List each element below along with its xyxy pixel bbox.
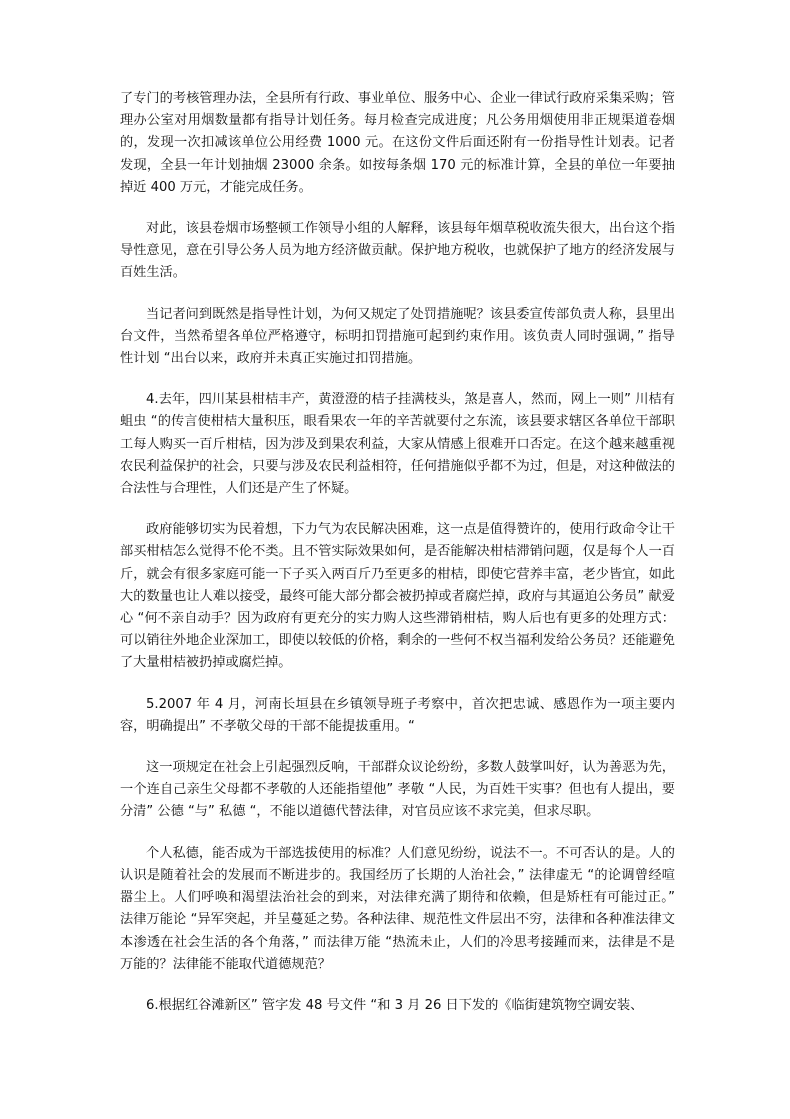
paragraph-6: 5.2007 年 4 月，河南长垣县在乡镇领导班子考察中，首次把忠诚、感恩作为一项主要内容，明确提出” 不孝敬父母的干部不能提拔重用。“ — [120, 696, 675, 734]
paragraph-4: 4.去年，四川某县柑桔丰产，黄澄澄的桔子挂满枝头，煞是喜人，然而，网上一则” 川桔有蛆虫 “的传言使柑桔大量积压，眼看果农一年的辛苦就要付之东流，该县要求辖区各单位干部职工每人购买一百斤柑桔，因为涉及到果农利益，大家从情感上很难开口否定。在这个越来越重视农民利益保护的社会，只要与涉及农民利益相符，任何措施似乎都不为过，但是，对这种做法的合法性与合理性，人们还是产生了怀疑。 — [120, 392, 675, 497]
paragraph-9: 6.根据红谷滩新区” 管字发 48 号文件 “和 3 月 26 日下发的《临街建筑物空调安装、 — [146, 997, 644, 1013]
paragraph-2: 对此，该县卷烟市场整顿工作领导小组的人解释，该县每年烟草税收流失很大，出台这个指导性意见，意在引导公务人员为地方经济做贡献。保护地方税收，也就保护了地方的经济发展与百姓生活。 — [120, 221, 675, 281]
paragraph-7: 这一项规定在社会上引起强烈反响，干部群众议论纷纷，多数人鼓掌叫好，认为善恶为先，一个连自己亲生父母都不孝敬的人还能指望他” 孝敬 “人民，为百姓干实事？但也有人提出，要分清” 公德 “与” 私德 “，不能以道德代替法律，对官员应该不求完美，但求尽职。 — [120, 760, 675, 820]
paragraph-8: 个人私德，能否成为干部选拔使用的标准？人们意见纷纷，说法不一。不可否认的是。人的认识是随着社会的发展而不断进步的。我国经历了长期的人治社会，” 法律虚无 “的论调曾经喧嚣尘上。人们呼唤和渴望法治社会的到来，对法律充满了期待和依赖，但是矫枉有可能过正。” 法律万能论 “异军突起，并呈蔓延之势。各种法律、规范性文件层出不穷，法律和各种准法律文本渗透在社会生活的各个角落，” 而法律万能 “热流未止，人们的冷思考接踵而来，法律是不是万能的？法律能不能取代道德规范？ — [120, 845, 675, 972]
document-page — [120, 88, 675, 1036]
paragraph-3: 当记者问到既然是指导性计划，为何又规定了处罚措施呢？该县委宣传部负责人称，县里出台文件，当然希望各单位严格遵守，标明扣罚措施可起到约束作用。该负责人同时强调，” 指导性计划 “出台以来，政府并未真正实施过扣罚措施。 — [120, 306, 675, 367]
paragraph-1: 了专门的考核管理办法，全县所有行政、事业单位、服务中心、企业一律试行政府采集采购；管理办公室对用烟数量都有指导计划任务。每月检查完成进度；凡公务用烟使用非正规渠道卷烟的，发现一次扣减该单位公用经费 1000 元。在这份文件后面还附有一份指导性计划表。记者发现，全县一年计划抽烟 23000 余条。如按每条烟 170 元的标准计算，全县的单位一年要抽掉近 400 万元，才能完成任务。 — [120, 91, 675, 195]
paragraph-5: 政府能够切实为民着想，下力气为农民解决困难，这一点是值得赞许的，使用行政命令让干部买柑桔怎么觉得不伦不类。且不管实际效果如何，是否能解决柑桔滞销问题，仅是每个人一百斤，就会有很多家庭可能一下子买入两百斤乃至更多的柑桔，即使它营养丰富，老少皆宜，如此大的数量也让人难以接受，最终可能大部分都会被扔掉或者腐烂掉，政府与其逼迫公务员” 献爱心 “何不亲自动手？因为政府有更充分的实力购人这些滞销柑桔，购人后也有更多的处理方式：可以销往外地企业深加工，即使以较低的价格，剩余的一些何不权当福利发给公务员？还能避免了大量柑桔被扔掉或腐烂掉。 — [120, 522, 675, 671]
